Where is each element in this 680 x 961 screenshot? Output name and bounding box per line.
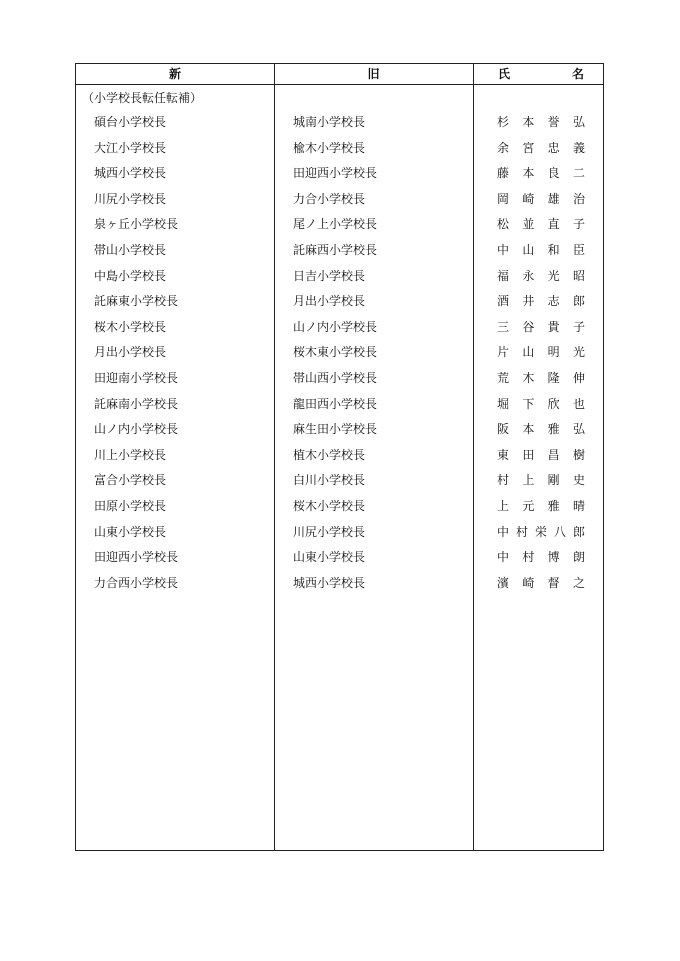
person-name: 中 山 和 臣 xyxy=(497,243,585,257)
new-position: 田迎南小学校長 xyxy=(94,371,179,385)
old-position: 日吉小学校長 xyxy=(293,268,366,283)
person-name: 余 宮 忠 義 xyxy=(497,140,585,155)
person-name: 上 元 雅 晴 xyxy=(497,499,585,513)
header-new: 新 xyxy=(168,67,181,81)
new-position: 託麻東小学校長 xyxy=(94,294,179,309)
old-position: 桜木小学校長 xyxy=(293,499,366,513)
person-name: 濱 崎 督 之 xyxy=(497,575,585,590)
person-name: 東 田 昌 樹 xyxy=(497,447,585,462)
new-position: 山ノ内小学校長 xyxy=(94,422,179,437)
new-position: 川上小学校長 xyxy=(94,447,167,462)
old-position: 月出小学校長 xyxy=(293,294,366,309)
new-position: 帯山小学校長 xyxy=(94,243,167,257)
table-row xyxy=(76,573,603,599)
person-name: 村 上 剛 史 xyxy=(497,473,585,488)
person-name: 岡 崎 雄 治 xyxy=(497,191,585,206)
person-name: 藤 本 良 二 xyxy=(497,166,585,181)
new-position: 城西小学校長 xyxy=(94,166,167,181)
new-position: 川尻小学校長 xyxy=(94,191,167,206)
old-position: 龍田西小学校長 xyxy=(293,396,378,411)
new-position: 桜木小学校長 xyxy=(94,319,167,334)
header-name-b: 名 xyxy=(572,67,585,81)
table-row xyxy=(76,394,603,420)
old-position: 力合小学校長 xyxy=(293,191,366,206)
old-position: 託麻西小学校長 xyxy=(293,243,378,257)
old-position: 桜木東小学校長 xyxy=(293,345,378,360)
new-position: 田原小学校長 xyxy=(94,499,167,513)
old-position: 城西小学校長 xyxy=(293,575,366,590)
new-position: 富合小学校長 xyxy=(94,473,167,488)
old-position: 楡木小学校長 xyxy=(293,140,366,155)
table-row xyxy=(76,189,603,215)
table-row xyxy=(76,163,603,189)
person-name: 堀 下 欣 也 xyxy=(497,396,585,411)
new-position: 大江小学校長 xyxy=(94,140,167,155)
new-position: 力合西小学校長 xyxy=(94,575,179,590)
table-row xyxy=(76,317,603,343)
old-position: 白川小学校長 xyxy=(293,473,366,488)
table-row xyxy=(76,419,603,445)
old-position: 帯山西小学校長 xyxy=(293,371,378,385)
old-position: 城南小学校長 xyxy=(293,115,366,129)
table-row xyxy=(76,522,603,548)
table-row xyxy=(76,368,603,394)
new-position: 月出小学校長 xyxy=(94,345,167,360)
person-name: 片 山 明 光 xyxy=(497,345,585,360)
header-rule xyxy=(76,84,603,85)
table-row xyxy=(76,138,603,164)
old-position: 麻生田小学校長 xyxy=(293,422,378,437)
table-row xyxy=(76,240,603,266)
header-name-a: 氏 xyxy=(498,67,511,81)
old-position: 田迎西小学校長 xyxy=(293,166,378,181)
header-old: 旧 xyxy=(367,67,380,81)
new-position: 田迎西小学校長 xyxy=(94,550,179,565)
personnel-table xyxy=(75,63,604,851)
person-name: 荒 木 隆 伸 xyxy=(497,371,585,385)
section-label: （小学校長転任転補） xyxy=(82,91,203,105)
table-row xyxy=(76,342,603,368)
person-name: 中 村 博 朗 xyxy=(497,550,585,565)
old-position: 山ノ内小学校長 xyxy=(293,319,378,334)
new-position: 中島小学校長 xyxy=(94,268,167,283)
table-row xyxy=(76,214,603,240)
person-name: 福 永 光 昭 xyxy=(497,268,585,283)
table-row xyxy=(76,266,603,292)
old-position: 川尻小学校長 xyxy=(293,524,366,539)
person-name: 杉 本 誉 弘 xyxy=(497,115,585,129)
new-position: 碩台小学校長 xyxy=(94,115,167,129)
person-name: 酒 井 志 郎 xyxy=(497,294,585,309)
person-name: 松 並 直 子 xyxy=(497,217,585,232)
new-position: 山東小学校長 xyxy=(94,524,167,539)
person-name: 阪 本 雅 弘 xyxy=(497,422,585,437)
old-position: 尾ノ上小学校長 xyxy=(293,217,378,232)
person-name: 三 谷 貴 子 xyxy=(497,319,585,334)
new-position: 託麻南小学校長 xyxy=(94,396,179,411)
old-position: 山東小学校長 xyxy=(293,550,366,565)
table-row xyxy=(76,496,603,522)
table-row xyxy=(76,470,603,496)
new-position: 泉ヶ丘小学校長 xyxy=(94,217,179,232)
person-name: 中 村 栄 八 郎 xyxy=(497,524,585,539)
table-row xyxy=(76,112,603,138)
table-row xyxy=(76,291,603,317)
old-position: 植木小学校長 xyxy=(293,447,366,462)
table-row xyxy=(76,445,603,471)
table-row xyxy=(76,547,603,573)
